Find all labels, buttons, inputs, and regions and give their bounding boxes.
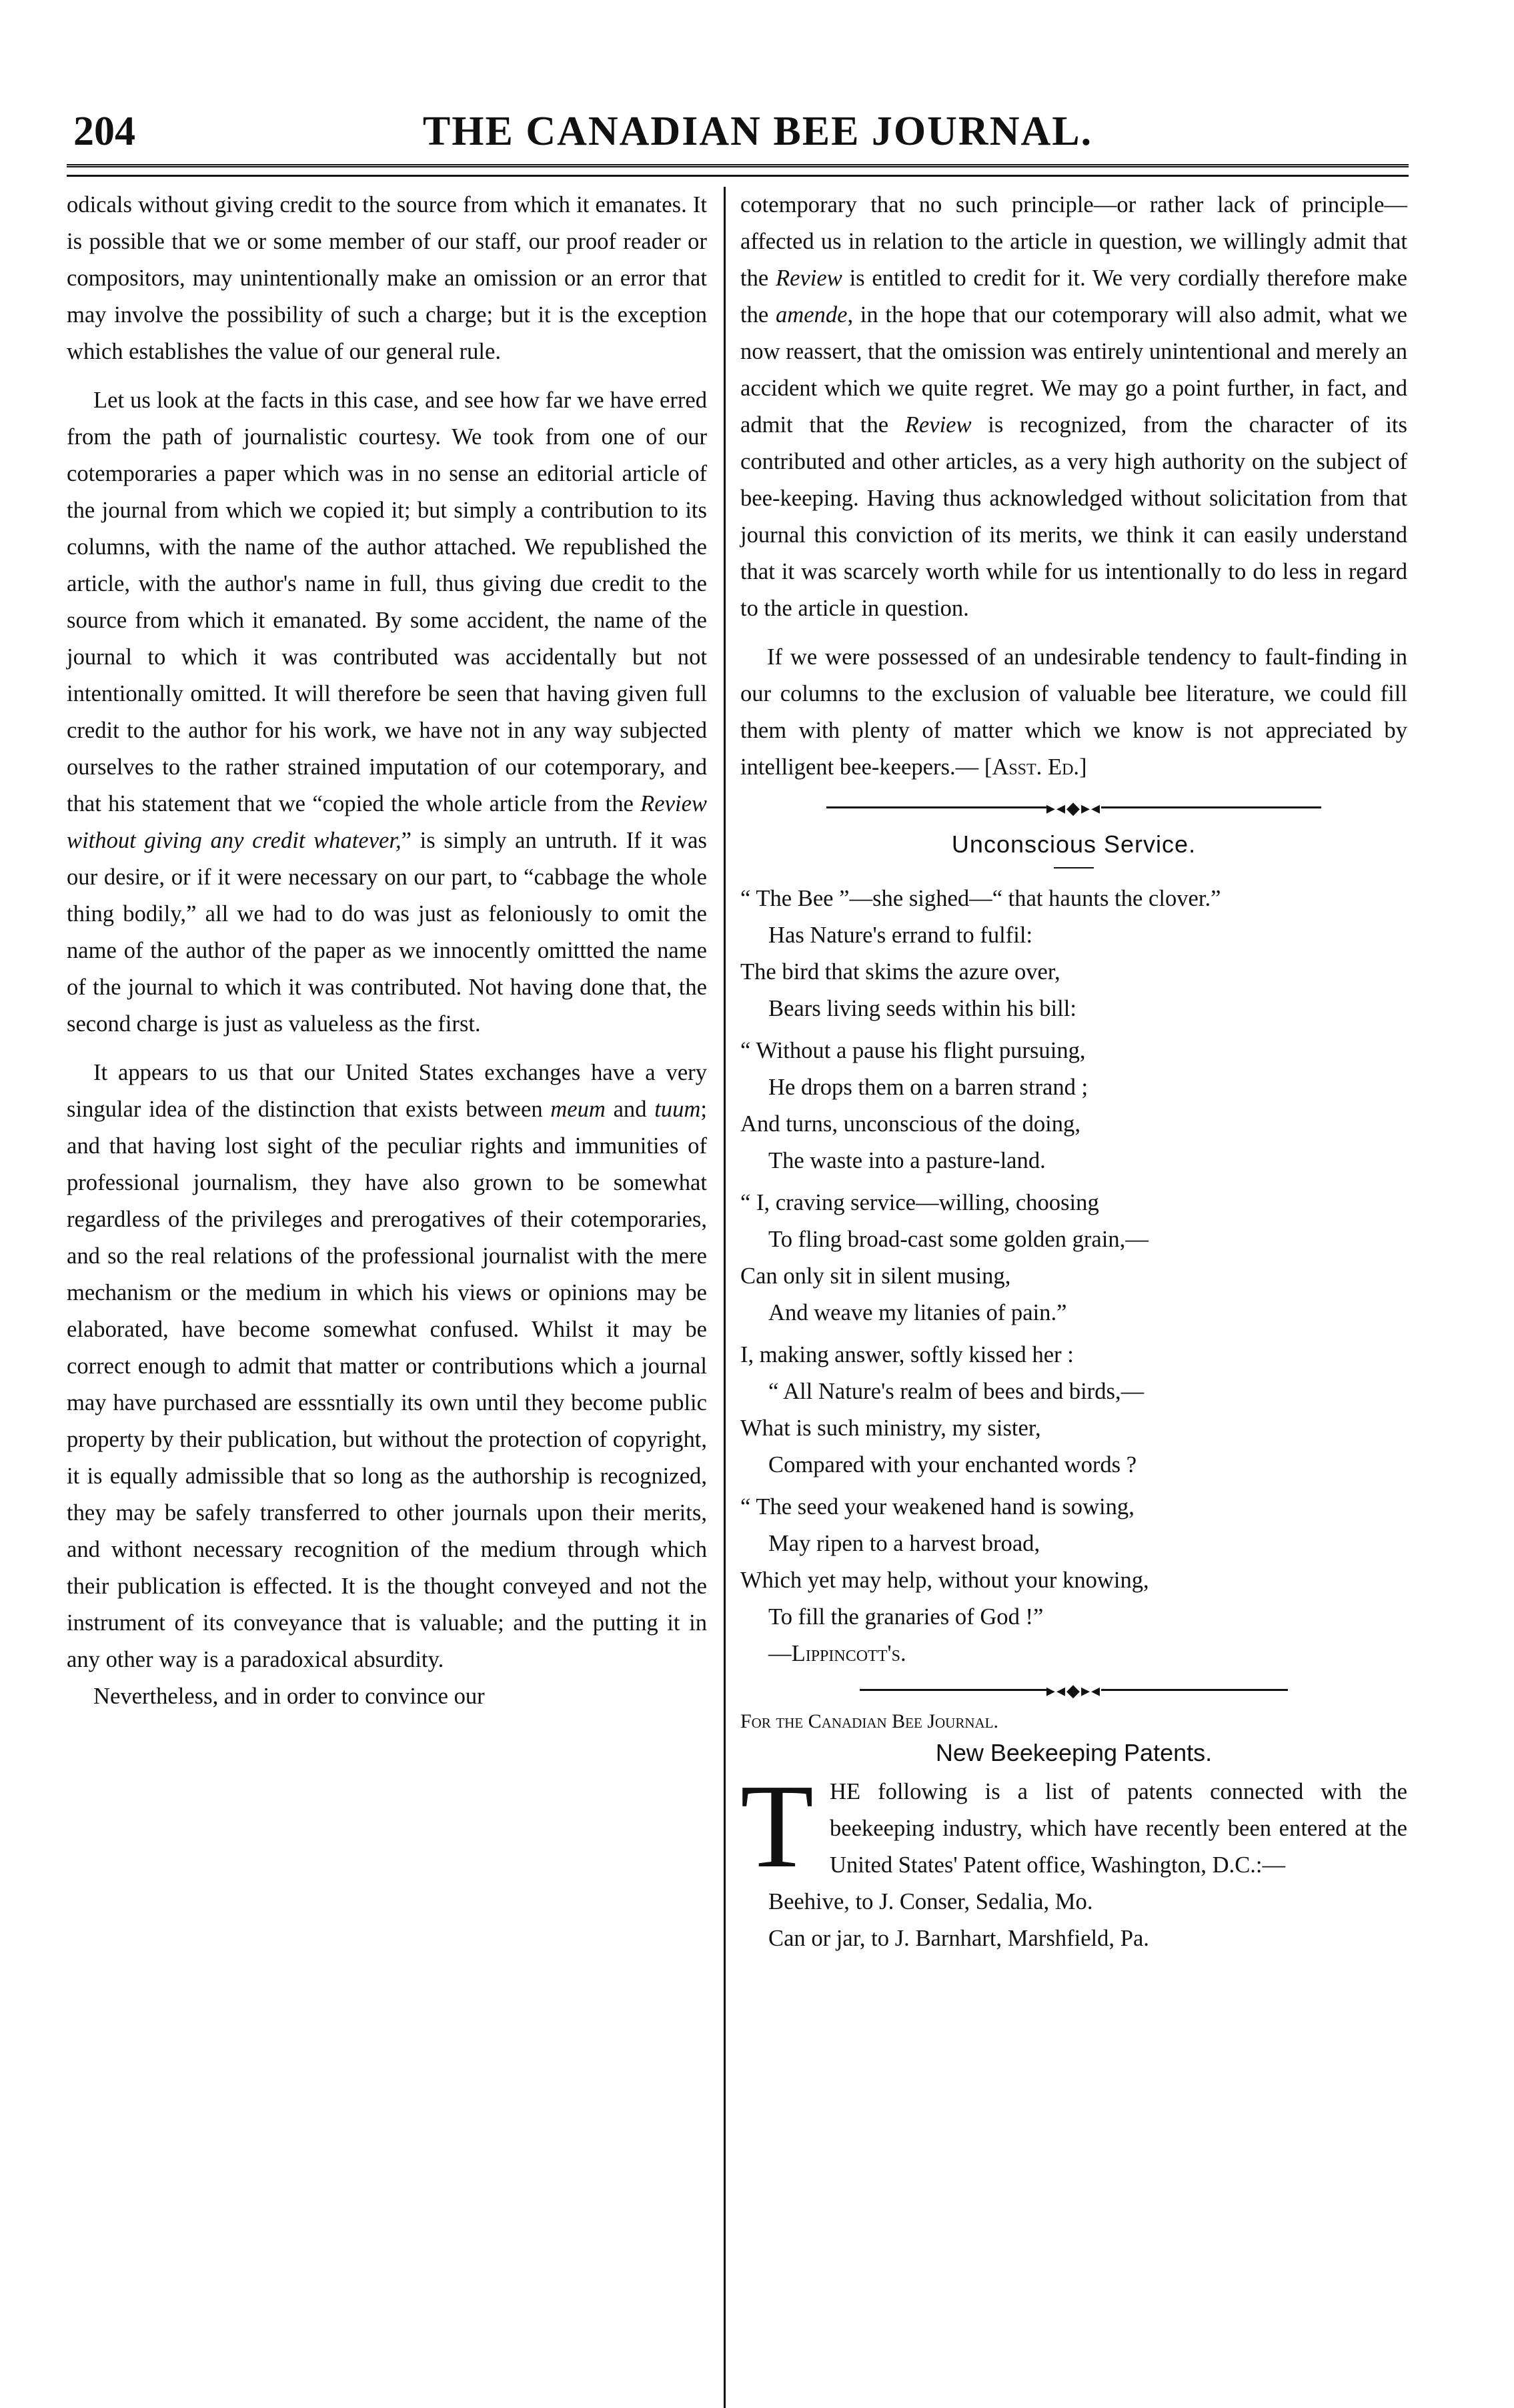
poem-line: “ I, craving service—willing, choosing [740,1190,1099,1215]
poem-line: Can only sit in silent musing, [740,1263,1011,1289]
poem-line: Has Nature's errand to fulfil: [768,923,1033,948]
poem [740,880,1407,1672]
poem-line: What is such ministry, my sister, [740,1415,1041,1441]
poem-line: And weave my litanies of pain.” [768,1300,1067,1325]
paragraph: cotemporary that no such principle—or rather lack of principle—affected us in relation to the article in question, we willingly admit that the Review is entitled to credit for it. We very cordially therefore make the amende, in the hope that our cotemporary will also admit, what we now reassert, that the omission was entirely unintentional and merely an accident which we quite regret. We may go a point further, in fact, and admit that the Review is recognized, from the character of its contributed and other articles, as a very high authority on the subject of bee-keeping. Having thus acknowledged without solicitation from that journal this conviction of its merits, we think it can easily understand that it was scarcely worth while for us intentionally to do less in regard to the article in question. [740,192,1407,621]
journal-title: THE CANADIAN BEE JOURNAL. [422,109,1093,154]
column-divider [724,187,726,2408]
poem-line: Compared with your enchanted words ? [768,1452,1137,1477]
poem-line: “ All Nature's realm of bees and birds,— [768,1379,1145,1404]
paragraph: If we were possessed of an undesirable tendency to fault-finding in our columns to the exclusion of valuable bee literature, we could fill them with plenty of matter which we know is not appreciated by intelligent bee-keepers.— [Asst. Ed.] [740,644,1407,780]
poem-line: I, making answer, softly kissed her : [740,1342,1074,1367]
poem-line: The waste into a pasture-land. [768,1148,1046,1173]
patent-item: Beehive, to J. Conser, Sedalia, Mo. [768,1889,1093,1914]
header-rule [67,164,1409,173]
poem-line: And turns, unconscious of the doing, [740,1111,1080,1137]
ornament-rule: ▸◂◆▸◂ [740,795,1407,822]
poem-line: “ The seed your weakened hand is sowing, [740,1494,1134,1520]
dropcap-letter: T [740,1760,814,1892]
poem-line: “ Without a pause his flight pursuing, [740,1038,1086,1063]
poem-line: To fill the granaries of God !” [768,1604,1044,1630]
page-number: 204 [73,109,135,154]
poem-line: Which yet may help, without your knowing, [740,1568,1149,1593]
header-rule-thin [67,175,1409,177]
poem-line: May ripen to a harvest broad, [768,1531,1040,1556]
poem-line: To fling broad-cast some golden grain,— [768,1227,1149,1252]
section-credit: For the Canadian Bee Journal. [740,1710,999,1732]
patent-item: Can or jar, to J. Barnhart, Marshfield, Pa. [768,1926,1149,1951]
right-column [740,187,1407,1957]
paragraph: odicals without giving credit to the source from which it emanates. It is possible that we or some member of our staff, our proof reader or compositors, may unintentionally make an omission or an error that may involve the possibility of such a charge; but it is the exception which establishes the value of our general rule. [67,192,707,364]
poem-line: The bird that skims the azure over, [740,959,1060,985]
paragraph: Nevertheless, and in order to convince our [93,1684,485,1709]
short-rule [1054,867,1094,868]
poem-line: “ The Bee ”—she sighed—“ that haunts the clover.” [740,886,1221,911]
page-header [67,100,1409,163]
poem-line: He drops them on a barren strand ; [768,1075,1088,1100]
paragraph: HE following is a list of patents connected with the beekeeping industry, which have recently been entered at the United States' Patent office, Washington, D.C.:— [830,1779,1407,1878]
poem-title: Unconscious Service. [951,830,1197,858]
left-column [67,187,707,1715]
paragraph: It appears to us that our United States exchanges have a very singular idea of the distinction that exists between meum and tuum; and that having lost sight of the peculiar rights and immunities of professional journalism, they have also grown to be somewhat regardless of the privileges and prerogatives of their cotemporaries, and so the real relations of the professional journalist with the mere mechanism or the medium in which his views or opinions may be elaborated, have become somewhat confused. Whilst it may be correct enough to admit that matter or contributions which a journal may have purchased are esssntially its own until they become public property by their publication, but without the protection of copyright, it is equally admissible that so long as the authorship is recognized, they may be safely transferred to other journals upon their merits, and withont necessary recognition of the medium through which their publication is effected. It is the thought conveyed and not the instrument of its conveyance that is valuable; and the putting it in any other way is a paradoxical absurdity. [67,1060,707,1672]
patents-title: New Beekeeping Patents. [935,1739,1213,1766]
poem-line: Bears living seeds within his bill: [768,996,1076,1021]
paragraph: Let us look at the facts in this case, and see how far we have erred from the path of journalistic courtesy. We took from one of our cotemporaries a paper which was in no sense an editorial article of the journal from which we copied it; but simply a contribution to its columns, with the name of the author attached. We republished the article, with the author's name in full, thus giving due credit to the source from which it emanated. By some accident, the name of the journal to which it was contributed was accidentally but not intentionally omitted. It will therefore be seen that having given full credit to the author for his work, we have not in any way subjected ourselves to the rather strained imputation of our cotemporary, and that his statement that we “copied the whole article from the Review without giving any credit whatever,” is simply an untruth. If it was our desire, or if it were necessary on our part, to “cabbage the whole thing bodily,” all we had to do was just as feloniously to omit the name of the author of the paper as we innocently omittted the name of the journal to which it was contributed. Not having done that, the second charge is just as valueless as the first. [67,388,707,1037]
journal-page [67,100,1409,1951]
patents-intro [740,1760,1407,1892]
poem-attribution: —Lippincott's. [768,1641,906,1666]
ornament-rule: ▸◂◆▸◂ [740,1678,1407,1704]
